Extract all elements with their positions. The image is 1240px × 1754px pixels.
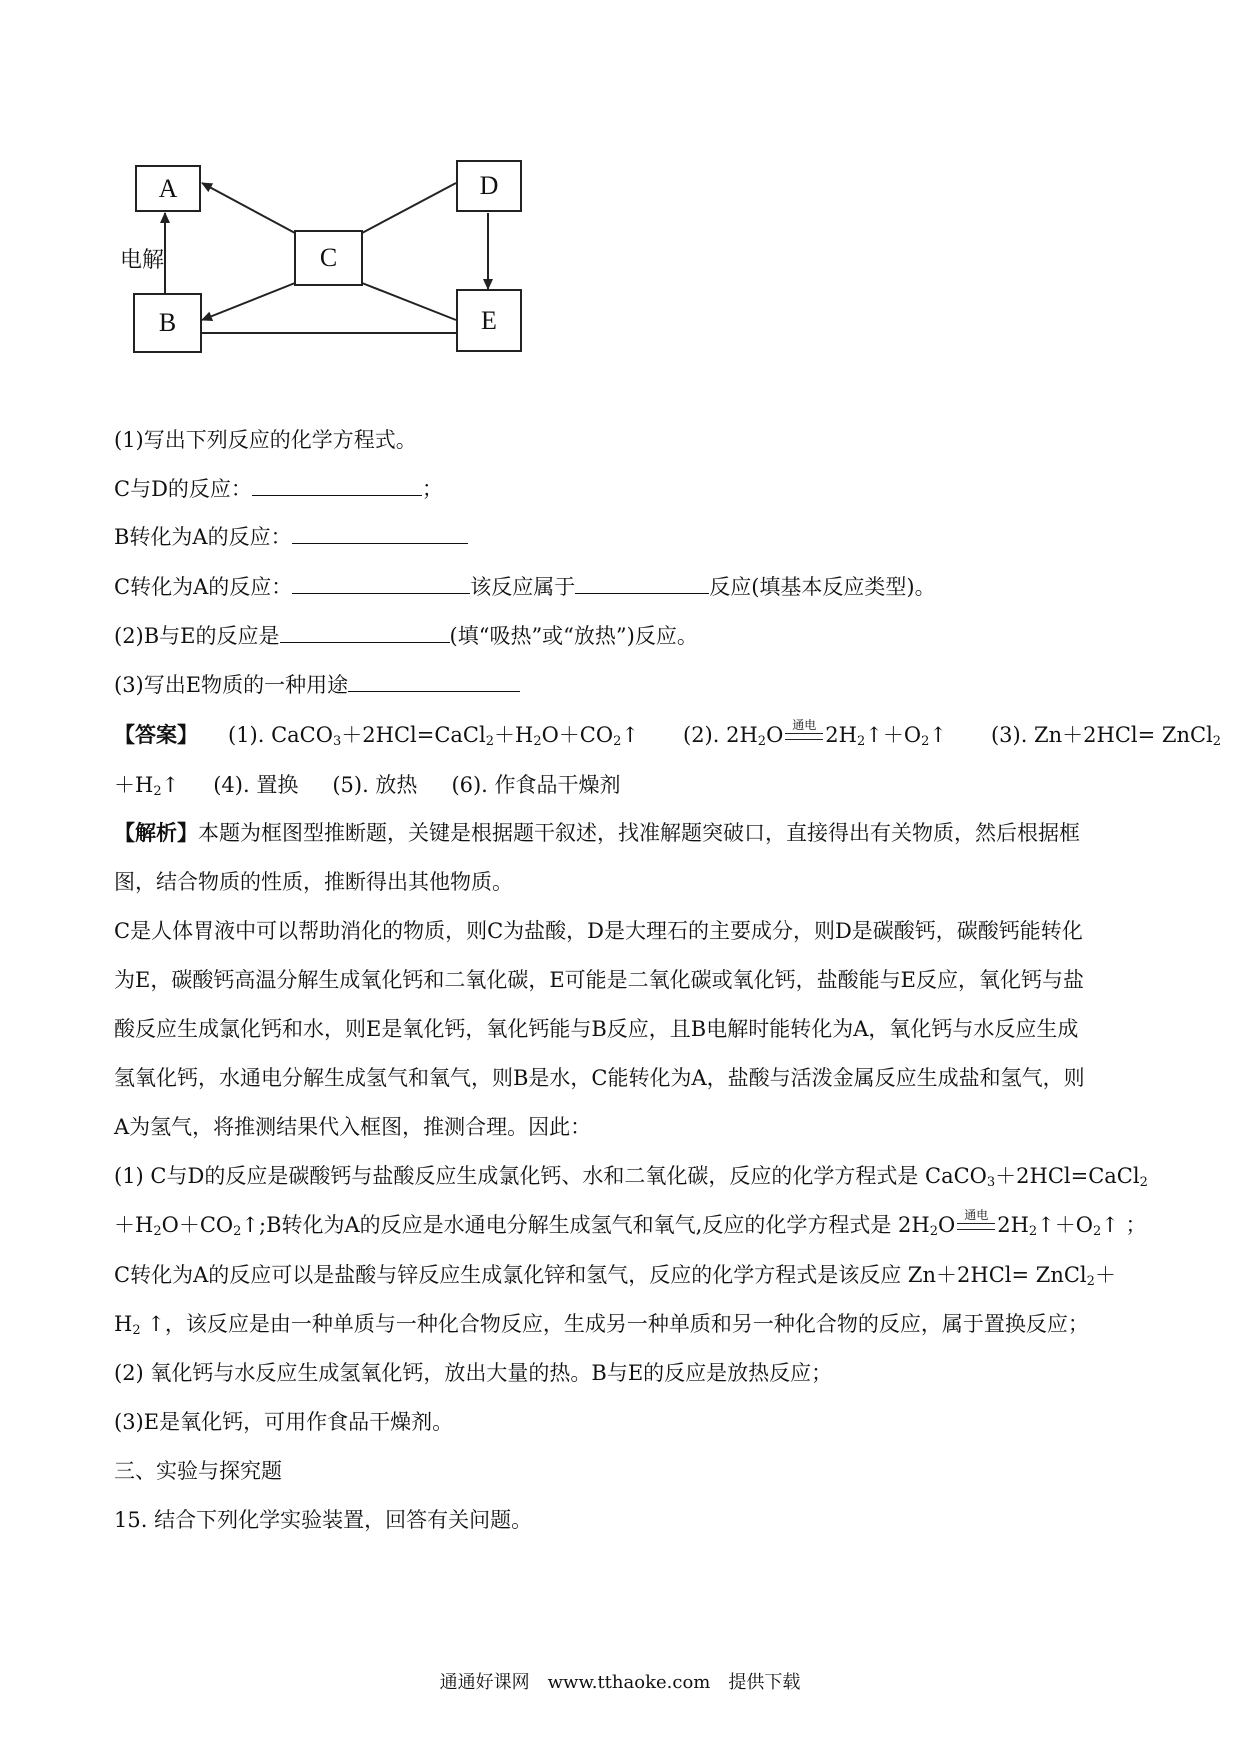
answer-6: (6). 作食品干燥剂 (451, 773, 621, 797)
footer: 通通好课网 www.tthaoke.com 提供下载 (439, 1672, 801, 1693)
node-d: D (456, 160, 522, 212)
answer-3: (3). Zn＋2HCl= ZnCl$_2$ (990, 723, 1222, 749)
answer-2: (2). $2H_2O$ 通电 $2H_2↑+O_2↑$ (683, 718, 947, 749)
q1-cd-label: C与D的反应： (114, 477, 252, 501)
q1-ca-line (114, 572, 936, 602)
node-a: A (135, 165, 201, 212)
q3-line (114, 670, 520, 700)
answer-line-2 (114, 770, 621, 800)
analysis-line-9: $+H_2O+CO_2↑;B$转化为A的反应是水通电分解生成氢气和氧气,反应的化学方程式是 $2H_2O$ 通电 $2H_2↑+O_2↑$ ； (114, 1208, 1147, 1239)
answer-5: (5). 放热 (332, 773, 418, 797)
question-15: 15. 结合下列化学实验装置，回答有关问题。 (114, 1508, 533, 1532)
edge-c-a (202, 183, 295, 233)
node-e: E (456, 289, 522, 352)
q1-ca-end: 反应(填基本反应类型)。 (709, 575, 936, 599)
node-b: B (133, 293, 202, 353)
reaction-diagram (120, 165, 600, 400)
analysis-line-11: $H_2$ ↑，该反应是由一种单质与一种化合物反应，生成另一种单质和另一种化合物的反应，属于置换反应； (114, 1312, 1089, 1338)
answer-1: (1). $CaCO_3+2HCl=CaCl_2+H_2O+CO_2↑$ (228, 723, 639, 749)
edge-label-electrolysis: 电解 (120, 248, 165, 273)
answer-blank-q2[interactable] (280, 622, 450, 643)
condition-electricity: 通电 (785, 721, 823, 745)
analysis-line-6: 氢氧化钙，水通电分解生成氢气和氧气，则B是水，C能转化为A，盐酸与活泼金属反应生成盐和氢气，则 (114, 1066, 1085, 1090)
answer-tag: 【答案】 (114, 722, 198, 747)
q1-ca-mid: 该反应属于 (470, 575, 576, 599)
analysis-tag: 【解析】 (114, 820, 198, 845)
q2-line (114, 621, 698, 651)
analysis-line-5: 酸反应生成氯化钙和水，则E是氧化钙，氧化钙能与B反应，且B电解时能转化为A，氧化钙与水反应生成 (114, 1017, 1079, 1041)
answer-blank-cd[interactable] (252, 475, 422, 496)
q2-label: (2)B与E的反应是 (114, 624, 280, 648)
q3-label: (3)写出E物质的一种用途 (114, 673, 349, 697)
condition-electricity-2: 通电 (957, 1211, 995, 1235)
analysis-line-7: A为氢气，将推测结果代入框图，推测合理。因此： (114, 1115, 592, 1139)
analysis-line-1: 【解析】本题为框图型推断题，关键是根据题干叙述，找准解题突破口，直接得出有关物质，然后根据框 (114, 820, 1080, 845)
edge-c-d (362, 183, 456, 233)
answer-line-1 (114, 720, 1221, 750)
section-heading: 三、实验与探究题 (114, 1459, 282, 1483)
analysis-line-3: C是人体胃液中可以帮助消化的物质，则C为盐酸，D是大理石的主要成分，则D是碳酸钙，碳酸钙能转化 (114, 919, 1083, 943)
answer-blank-ba[interactable] (292, 523, 468, 544)
q1-ba-label: B转化为A的反应： (114, 525, 292, 549)
q1-ba-line (114, 522, 468, 552)
answer-blank-ca[interactable] (292, 573, 470, 594)
q1-cd-line (114, 474, 443, 504)
q1-ca-label: C转化为A的反应： (114, 575, 293, 599)
edge-c-b (202, 283, 295, 320)
answer-3-cont: $+H_2↑$ (114, 773, 180, 799)
answer-4: (4). 置换 (213, 773, 299, 797)
analysis-line-2: 图，结合物质的性质，推断得出其他物质。 (114, 870, 513, 894)
q1-intro: (1)写出下列反应的化学方程式。 (114, 428, 417, 452)
analysis-line-4: 为E，碳酸钙高温分解生成氧化钙和二氧化碳，E可能是二氧化碳或氧化钙，盐酸能与E反应，氧化钙与盐 (114, 968, 1084, 992)
answer-blank-ca-type[interactable] (575, 573, 709, 594)
node-c: C (294, 230, 363, 286)
edge-c-e (362, 283, 456, 320)
analysis-line-12: (2) 氧化钙与水反应生成氢氧化钙，放出大量的热。B与E的反应是放热反应； (114, 1361, 833, 1385)
q2-end: (填“吸热”或“放热”)反应。 (449, 624, 698, 648)
analysis-line-10: C转化为A的反应可以是盐酸与锌反应生成氯化锌和氢气，反应的化学方程式是该反应 Zn＋2HCl= ZnCl$_2$＋ (114, 1263, 1116, 1289)
analysis-line-8: (1) C与D的反应是碳酸钙与盐酸反应生成氯化钙、水和二氧化碳，反应的化学方程式是 CaCO$_3$＋2HCl=CaCl$_2$ (114, 1164, 1148, 1190)
answer-blank-q3[interactable] (348, 671, 520, 692)
q1-cd-end: ； (421, 477, 443, 501)
analysis-line-13: (3)E是氧化钙，可用作食品干燥剂。 (114, 1410, 454, 1434)
